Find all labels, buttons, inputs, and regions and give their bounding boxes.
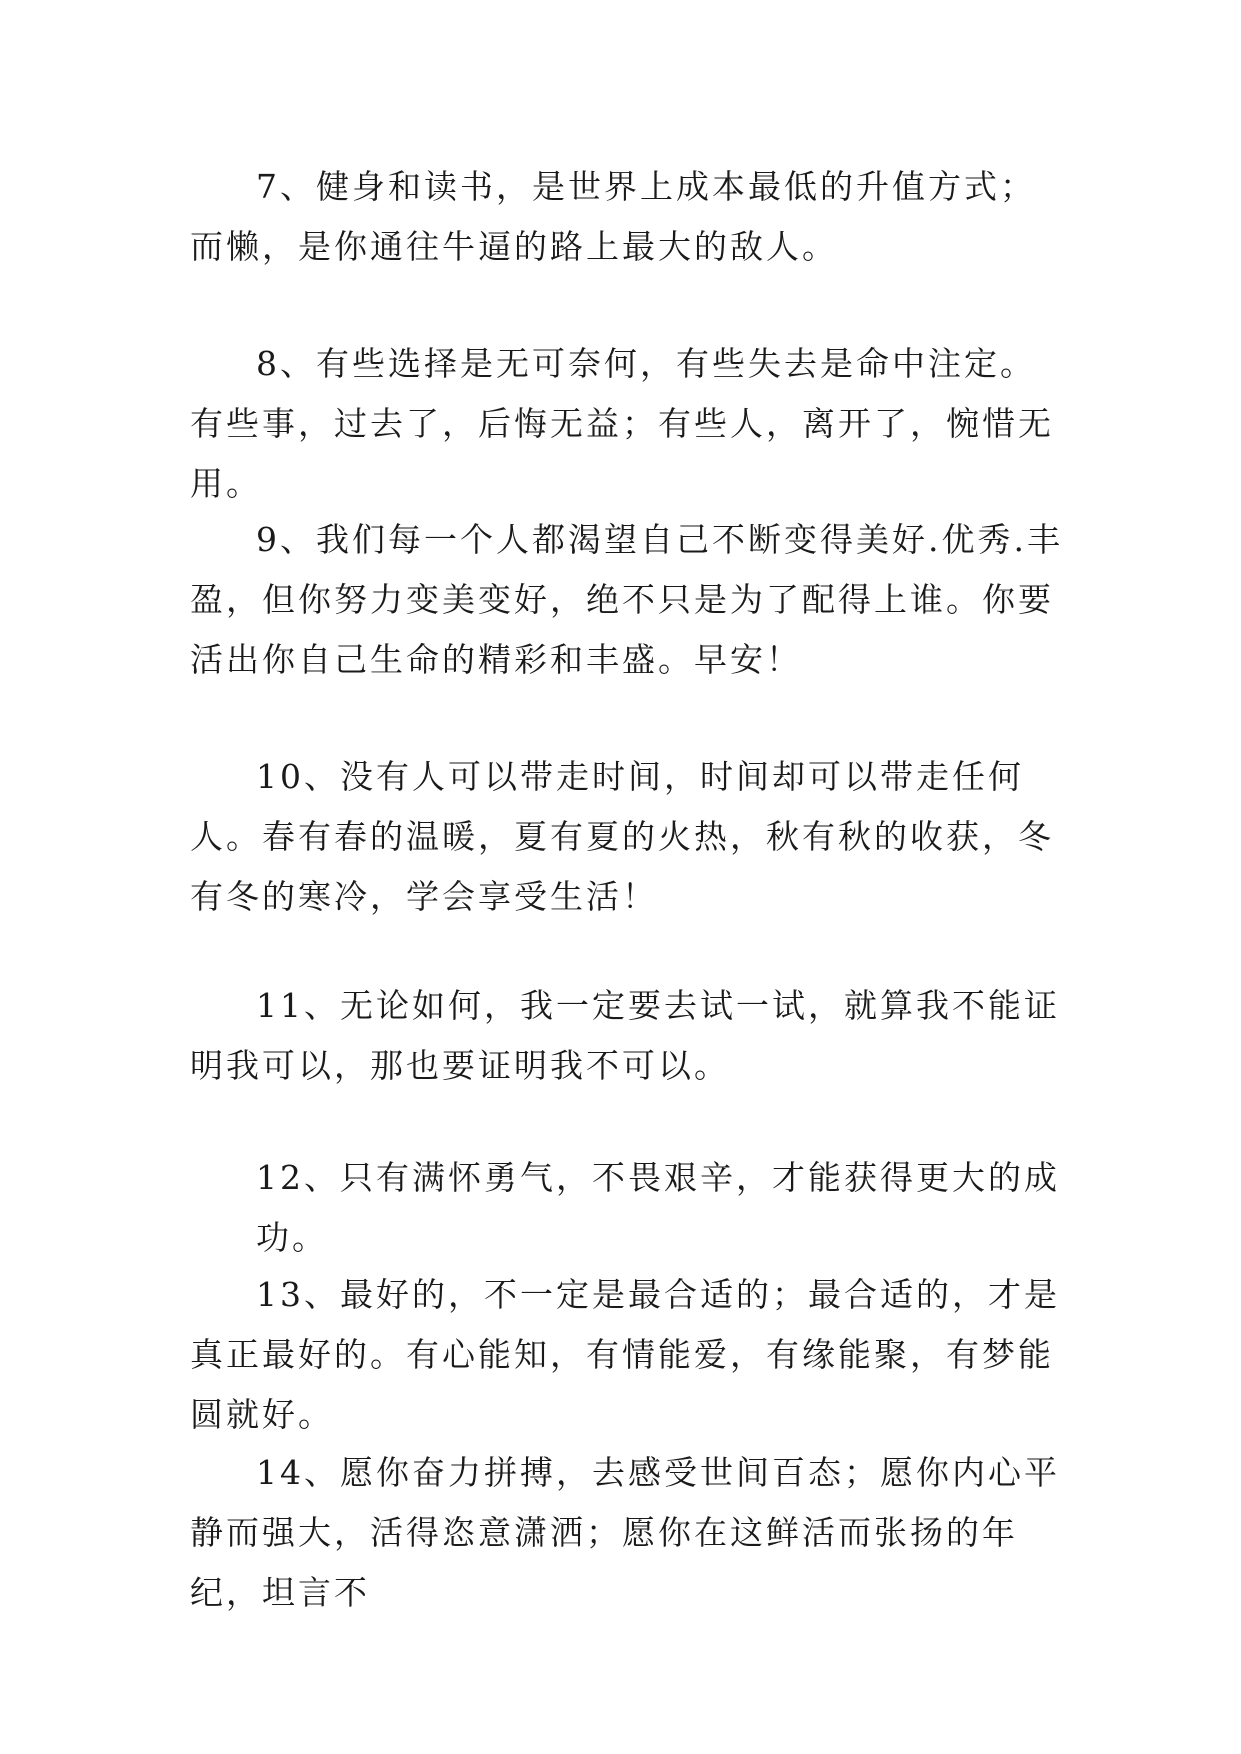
paragraph-10: 10、没有人可以带走时间，时间却可以带走任何人。春有春的温暖，夏有夏的火热，秋有秋的收获，冬有冬的寒冷，学会享受生活！ bbox=[190, 757, 1054, 916]
paragraph-7: 7、健身和读书，是世界上成本最低的升值方式；而懒，是你通往牛逼的路上最大的敌人。 bbox=[190, 167, 1036, 266]
paragraph-9: 9、我们每一个人都渴望自己不断变得美好.优秀.丰盈，但你努力变美变好，绝不只是为了配得上谁。你要活出你自己生命的精彩和丰盛。早安！ bbox=[190, 520, 1063, 679]
paragraph-13: 13、最好的，不一定是最合适的；最合适的，才是真正最好的。有心能知，有情能爱，有缘能聚，有梦能圆就好。 bbox=[190, 1275, 1060, 1434]
paragraph-11: 11、无论如何，我一定要去试一试，就算我不能证明我可以，那也要证明我不可以。 bbox=[190, 986, 1060, 1085]
paragraph-14: 14、愿你奋力拼搏，去感受世间百态；愿你内心平静而强大，活得恣意潇洒；愿你在这鲜活而张扬的年纪，坦言不 bbox=[190, 1453, 1060, 1612]
paragraph-12: 12、只有满怀勇气，不畏艰辛，才能获得更大的成功。 bbox=[256, 1158, 1060, 1257]
paragraph-8: 8、有些选择是无可奈何，有些失去是命中注定。有些事，过去了，后悔无益；有些人，离开了，惋惜无用。 bbox=[190, 344, 1054, 503]
